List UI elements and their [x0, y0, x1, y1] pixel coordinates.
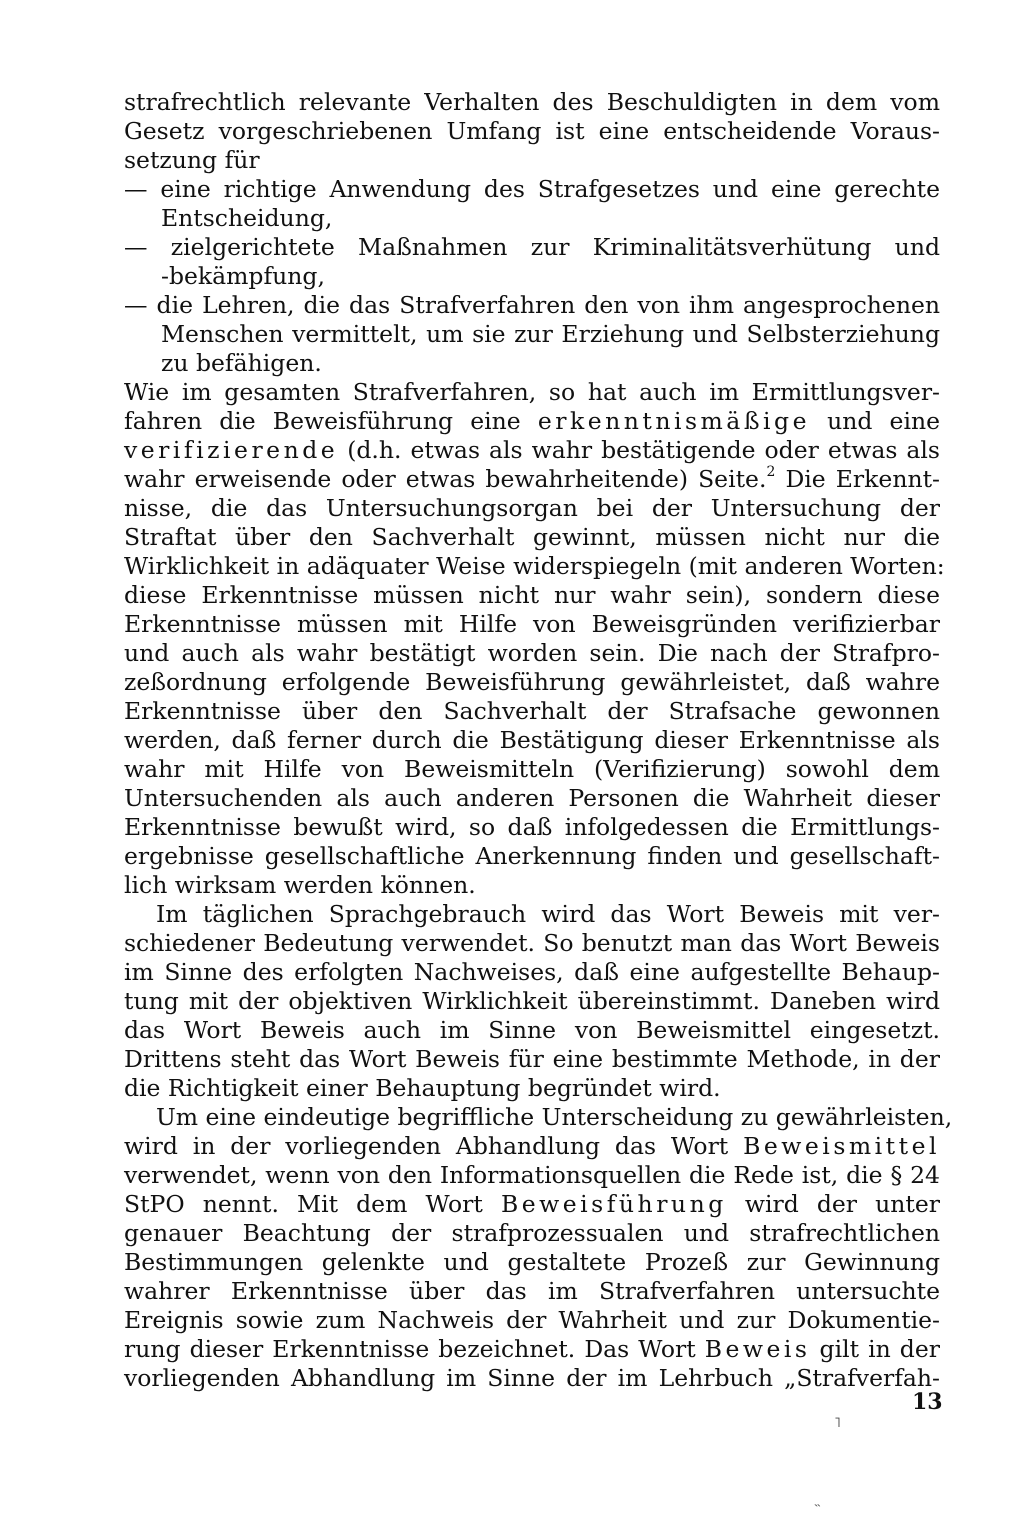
- text-line: lich wirksam werden können.: [124, 871, 476, 899]
- text-line: Erkenntnisse über den Sachverhalt der Strafsache gewonnen: [124, 697, 940, 725]
- text-line: wahr erweisende oder etwas bewahrheitende) Seite.$^2$ Die Erkennt-: [124, 464, 940, 493]
- text-line: die Richtigkeit einer Behauptung begründet wird.: [124, 1074, 721, 1102]
- text-line: Wirklichkeit in adäquater Weise widerspiegeln (mit anderen Worten:: [124, 552, 945, 580]
- text-line: wahr mit Hilfe von Beweismitteln (Verifizierung) sowohl dem: [124, 755, 940, 783]
- text-line: tung mit der objektiven Wirklichkeit übereinstimmt. Daneben wird: [124, 987, 940, 1015]
- text-line: Bestimmungen gelenkte und gestaltete Prozeß zur Gewinnung: [124, 1248, 940, 1276]
- list-item: — die Lehren, die das Strafverfahren den von ihm angesprochenen: [124, 291, 940, 319]
- text-line: StPO nennt. Mit dem Wort Beweisführung wird der unter: [124, 1190, 940, 1218]
- text-line: Erkenntnisse bewußt wird, so daß infolgedessen die Ermittlungs-: [124, 813, 940, 841]
- text-line: Drittens steht das Wort Beweis für eine bestimmte Methode, in der: [124, 1045, 940, 1073]
- text-line: Wie im gesamten Strafverfahren, so hat auch im Ermittlungsver-: [124, 378, 940, 406]
- text-line: strafrechtlich relevante Verhalten des Beschuldigten in dem vom: [124, 88, 940, 116]
- text-line: wahrer Erkenntnisse über das im Strafverfahren untersuchte: [124, 1277, 940, 1305]
- text-line: schiedener Bedeutung verwendet. So benutzt man das Wort Beweis: [124, 929, 940, 957]
- text-line: diese Erkenntnisse müssen nicht nur wahr sein), sondern diese: [124, 581, 940, 609]
- text-line: Straftat über den Sachverhalt gewinnt, müssen nicht nur die: [124, 523, 940, 551]
- spaced-term: verifizierende: [124, 436, 339, 464]
- text-line: genauer Beachtung der strafprozessualen und strafrechtlichen: [124, 1219, 940, 1247]
- scan-mark: ˵: [815, 1496, 820, 1512]
- text-line: fahren die Beweisführung eine erkenntnismäßige und eine: [124, 407, 941, 435]
- footnote-ref: 2: [766, 464, 776, 481]
- text-line: verwendet, wenn von den Informationsquellen die Rede ist, die § 24: [124, 1161, 940, 1189]
- text-line: werden, daß ferner durch die Bestätigung dieser Erkenntnisse als: [124, 726, 940, 754]
- text-line: im Sinne des erfolgten Nachweises, daß eine aufgestellte Behaup-: [124, 958, 940, 986]
- text-line: wird in der vorliegenden Abhandlung das Wort Beweismittel: [124, 1132, 940, 1160]
- spaced-term: Beweis: [704, 1335, 811, 1363]
- text-line: vorliegenden Abhandlung im Sinne der im Lehrbuch „Strafverfah-: [124, 1364, 940, 1392]
- spaced-term: erkenntnismäßige: [537, 407, 810, 435]
- spaced-term: Beweismittel: [743, 1132, 940, 1160]
- text-line: ergebnisse gesellschaftliche Anerkennung finden und gesellschaft-: [124, 842, 940, 870]
- page-body: [124, 88, 953, 1393]
- text-line: rung dieser Erkenntnisse bezeichnet. Das Wort Beweis gilt in der: [124, 1335, 940, 1363]
- list-item-cont: -bekämpfung,: [161, 262, 325, 290]
- scan-mark: ˥: [834, 1415, 841, 1431]
- spaced-term: Beweisführung: [500, 1190, 727, 1218]
- text-line: verifizierende (d.h. etwas als wahr bestätigende oder etwas als: [124, 436, 940, 464]
- text-line: Gesetz vorgeschriebenen Umfang ist eine entscheidende Voraus-: [124, 117, 940, 145]
- list-item: — zielgerichtete Maßnahmen zur Kriminalitätsverhütung und: [124, 233, 940, 261]
- text-line: und auch als wahr bestätigt worden sein. Die nach der Strafpro-: [124, 639, 940, 667]
- list-item-cont: Menschen vermittelt, um sie zur Erziehung und Selbsterziehung: [161, 320, 940, 348]
- list-item-cont: zu befähigen.: [161, 349, 322, 377]
- page-number: 13: [912, 1389, 943, 1415]
- text-line: Im täglichen Sprachgebrauch wird das Wort Beweis mit ver-: [156, 900, 940, 928]
- text-line: nisse, die das Untersuchungsorgan bei der Untersuchung der: [124, 494, 940, 522]
- text-line: Um eine eindeutige begriffliche Unterscheidung zu gewährleisten,: [156, 1103, 953, 1131]
- text-line: Ereignis sowie zum Nachweis der Wahrheit und zur Dokumentie-: [124, 1306, 940, 1334]
- text-line: zeßordnung erfolgende Beweisführung gewährleistet, daß wahre: [124, 668, 940, 696]
- list-item-cont: Entscheidung,: [161, 204, 333, 232]
- text-line: setzung für: [124, 146, 260, 174]
- list-item: — eine richtige Anwendung des Strafgesetzes und eine gerechte: [124, 175, 940, 203]
- text-line: das Wort Beweis auch im Sinne von Beweismittel eingesetzt.: [124, 1016, 940, 1044]
- text-line: Untersuchenden als auch anderen Personen die Wahrheit dieser: [124, 784, 940, 812]
- text-line: Erkenntnisse müssen mit Hilfe von Beweisgründen verifizierbar: [124, 610, 940, 638]
